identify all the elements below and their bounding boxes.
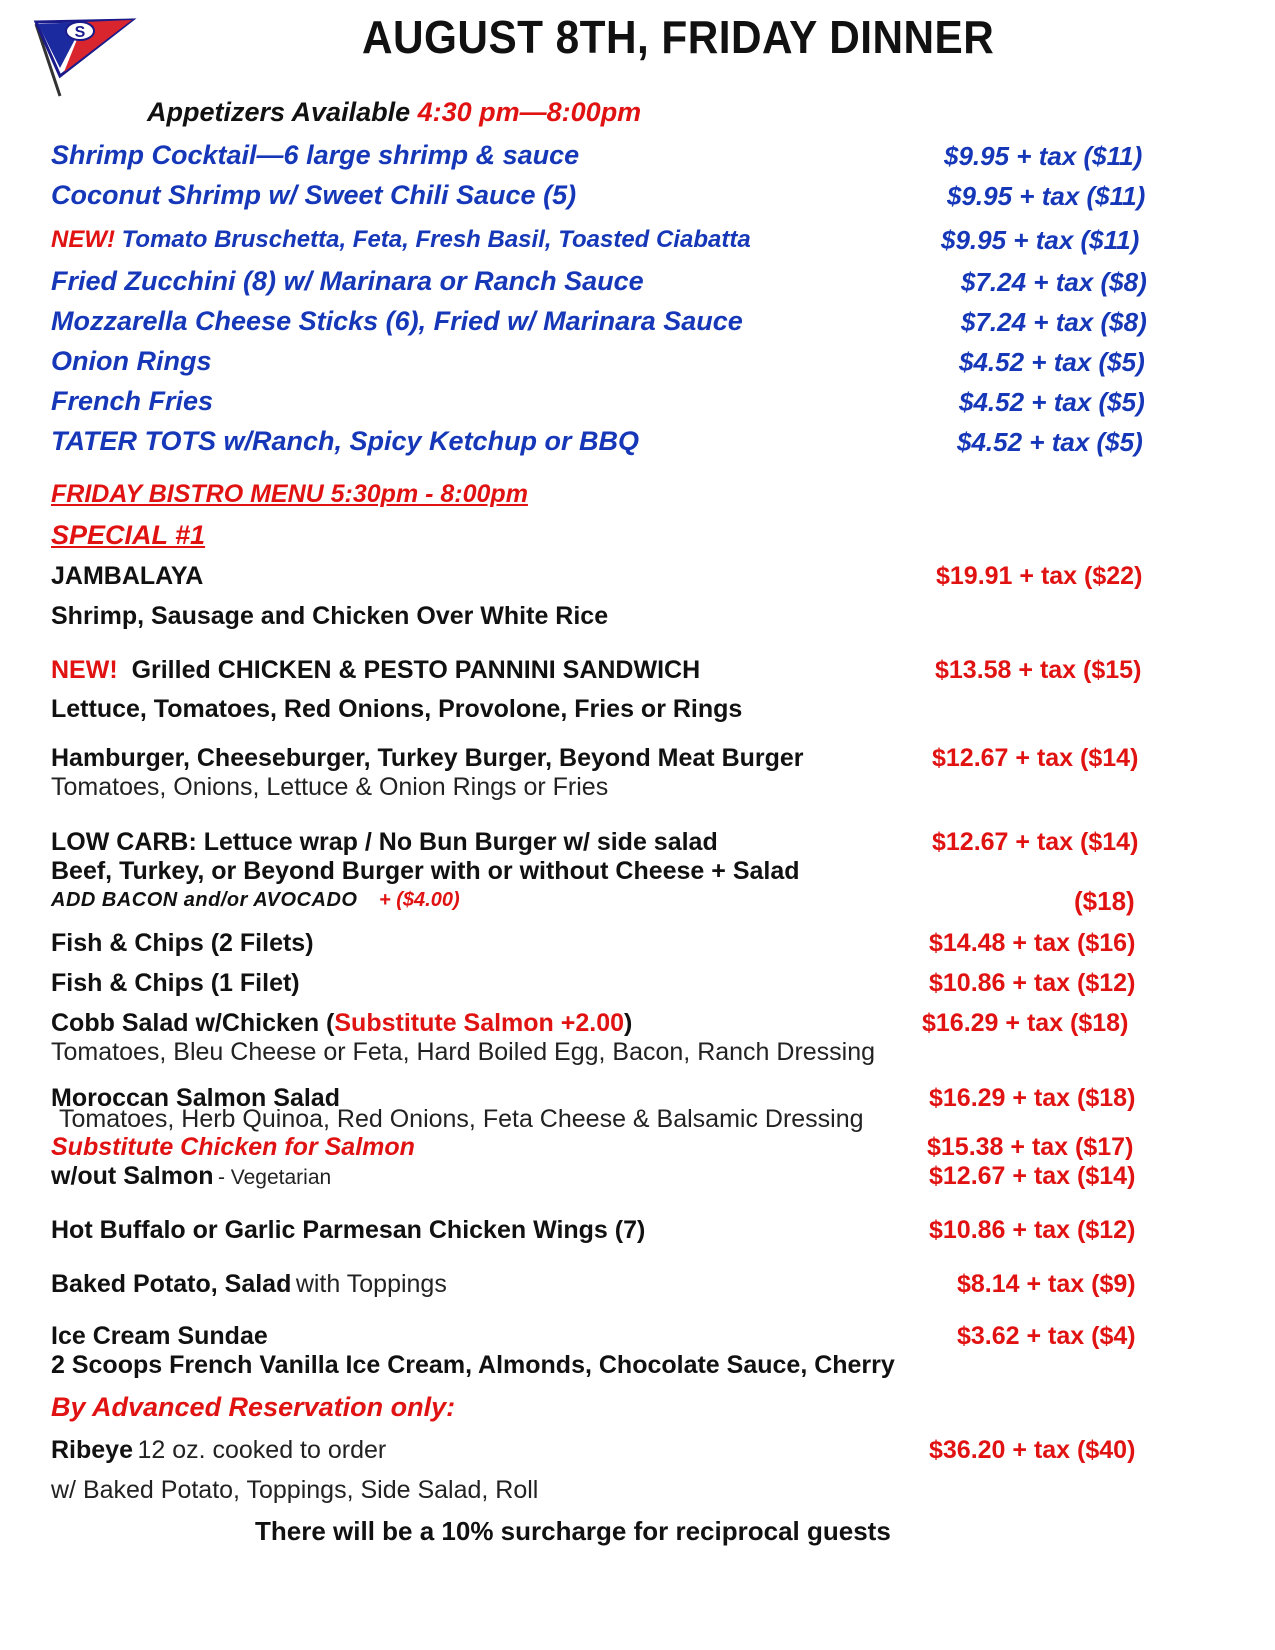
menu-item-price: $14.48 + tax ($16)	[929, 929, 1136, 957]
menu-item-description: Shrimp, Sausage and Chicken Over White Rice	[51, 602, 609, 630]
menu-item-name: Ribeye	[51, 1436, 133, 1464]
menu-item-description: Beef, Turkey, or Beyond Burger with or without Cheese + Salad	[51, 857, 800, 885]
appetizer-name: TATER TOTS w/Ranch, Spicy Ketchup or BBQ	[51, 426, 640, 456]
menu-item-name: Ice Cream Sundae	[51, 1322, 268, 1350]
menu-item-price: $13.58 + tax ($15)	[935, 656, 1142, 684]
appetizer-name: Tomato Bruschetta, Feta, Fresh Basil, Toasted Ciabatta	[121, 226, 751, 253]
appetizer-name: French Fries	[51, 386, 214, 416]
menu-item-name: Hamburger, Cheeseburger, Turkey Burger, Beyond Meat Burger	[51, 744, 804, 772]
new-badge: NEW!	[51, 656, 118, 684]
menu-item-price: $12.67 + tax ($14)	[932, 744, 1139, 772]
menu-item-description: Tomatoes, Bleu Cheese or Feta, Hard Boiled Egg, Bacon, Ranch Dressing	[51, 1038, 876, 1066]
menu-item-price: $36.20 + tax ($40)	[929, 1436, 1136, 1464]
ribeye-row	[51, 1436, 386, 1465]
page-title: AUGUST 8TH, FRIDAY DINNER	[362, 11, 995, 63]
menu-item-name: Fish & Chips (2 Filets)	[51, 929, 314, 957]
menu-item-price: $3.62 + tax ($4)	[957, 1322, 1136, 1350]
appetizer-name: Fried Zucchini (8) w/ Marinara or Ranch Sauce	[51, 266, 644, 296]
cobb-row	[51, 1009, 632, 1038]
menu-item-price: $16.29 + tax ($18)	[929, 1084, 1136, 1112]
addon-label: ADD BACON and/or AVOCADO	[51, 889, 358, 911]
appetizer-price: $9.95 + tax ($11)	[944, 141, 1143, 171]
surcharge-footer: There will be a 10% surcharge for reciprocal guests	[255, 1516, 891, 1546]
vegetarian-note: - Vegetarian	[217, 1166, 332, 1189]
menu-item-price: $10.86 + tax ($12)	[929, 969, 1136, 997]
vegetarian-price: $12.67 + tax ($14)	[929, 1162, 1136, 1190]
burgee-flag-icon	[14, 6, 144, 98]
menu-item-note: 12 oz. cooked to order	[137, 1436, 387, 1464]
appetizer-price: $7.24 + tax ($8)	[961, 267, 1147, 297]
reservation-heading: By Advanced Reservation only:	[51, 1392, 456, 1422]
appetizer-price: $7.24 + tax ($8)	[961, 307, 1147, 337]
menu-item-name: Cobb Salad w/Chicken (	[51, 1009, 335, 1037]
menu-item-price: $10.86 + tax ($12)	[929, 1216, 1136, 1244]
menu-item-name: LOW CARB: Lettuce wrap / No Bun Burger w/ side salad	[51, 828, 718, 856]
panini-row	[51, 656, 700, 685]
addon-total: ($18)	[1074, 886, 1135, 916]
appetizer-name: Shrimp Cocktail—6 large shrimp & sauce	[51, 140, 580, 170]
potato-row	[51, 1270, 447, 1299]
menu-item-price: $12.67 + tax ($14)	[932, 828, 1139, 856]
menu-item-name-end: )	[624, 1009, 633, 1037]
appetizers-heading-row	[147, 97, 641, 128]
menu-item-name: JAMBALAYA	[51, 562, 204, 590]
bistro-heading: FRIDAY BISTRO MENU 5:30pm - 8:00pm	[51, 480, 528, 508]
appetizers-heading: Appetizers Available	[147, 97, 411, 127]
appetizer-name: Mozzarella Cheese Sticks (6), Fried w/ Marinara Sauce	[51, 306, 743, 336]
menu-item-name: Fish & Chips (1 Filet)	[51, 969, 300, 997]
menu-item-description: 2 Scoops French Vanilla Ice Cream, Almonds, Chocolate Sauce, Cherry	[51, 1351, 895, 1379]
special-label: SPECIAL #1	[51, 520, 206, 550]
appetizer-row-new	[51, 226, 751, 254]
menu-item-name: Grilled CHICKEN & PESTO PANNINI SANDWICH	[131, 656, 701, 684]
menu-item-name: Moroccan Salmon Salad	[51, 1084, 340, 1112]
menu-item-description: Tomatoes, Onions, Lettuce & Onion Rings or Fries	[51, 773, 609, 801]
new-badge: NEW!	[51, 226, 115, 253]
menu-item-description: w/ Baked Potato, Toppings, Side Salad, Roll	[51, 1476, 539, 1504]
vegetarian-label: w/out Salmon	[51, 1162, 214, 1190]
menu-item-note: with Toppings	[295, 1270, 447, 1298]
menu-item-description: Tomatoes, Herb Quinoa, Red Onions, Feta Cheese & Balsamic Dressing	[59, 1105, 864, 1133]
menu-item-description: Lettuce, Tomatoes, Red Onions, Provolone, Fries or Rings	[51, 695, 743, 723]
vegetarian-row	[51, 1162, 331, 1191]
addon-row	[51, 889, 460, 912]
appetizer-name: Coconut Shrimp w/ Sweet Chili Sauce (5)	[51, 180, 577, 210]
appetizer-price: $4.52 + tax ($5)	[959, 387, 1145, 417]
menu-item-price: $19.91 + tax ($22)	[936, 562, 1143, 590]
substitute-label: Substitute Chicken for Salmon	[51, 1133, 415, 1161]
menu-item-price: $16.29 + tax ($18)	[922, 1009, 1129, 1037]
menu-item-name: Hot Buffalo or Garlic Parmesan Chicken Wings (7)	[51, 1216, 646, 1244]
addon-price: + ($4.00)	[379, 889, 460, 911]
appetizer-price: $9.95 + tax ($11)	[947, 181, 1146, 211]
substitute-price: $15.38 + tax ($17)	[927, 1133, 1134, 1161]
appetizers-hours: 4:30 pm—8:00pm	[417, 97, 642, 127]
appetizer-price: $4.52 + tax ($5)	[957, 427, 1143, 457]
menu-item-price: $8.14 + tax ($9)	[957, 1270, 1136, 1298]
appetizer-price: $4.52 + tax ($5)	[959, 347, 1145, 377]
logo-letter: S	[74, 24, 86, 41]
substitute-note: Substitute Salmon +2.00	[334, 1009, 625, 1037]
menu-item-name: Baked Potato, Salad	[51, 1270, 292, 1298]
appetizer-name: Onion Rings	[51, 346, 212, 376]
appetizer-price: $9.95 + tax ($11)	[941, 225, 1140, 255]
